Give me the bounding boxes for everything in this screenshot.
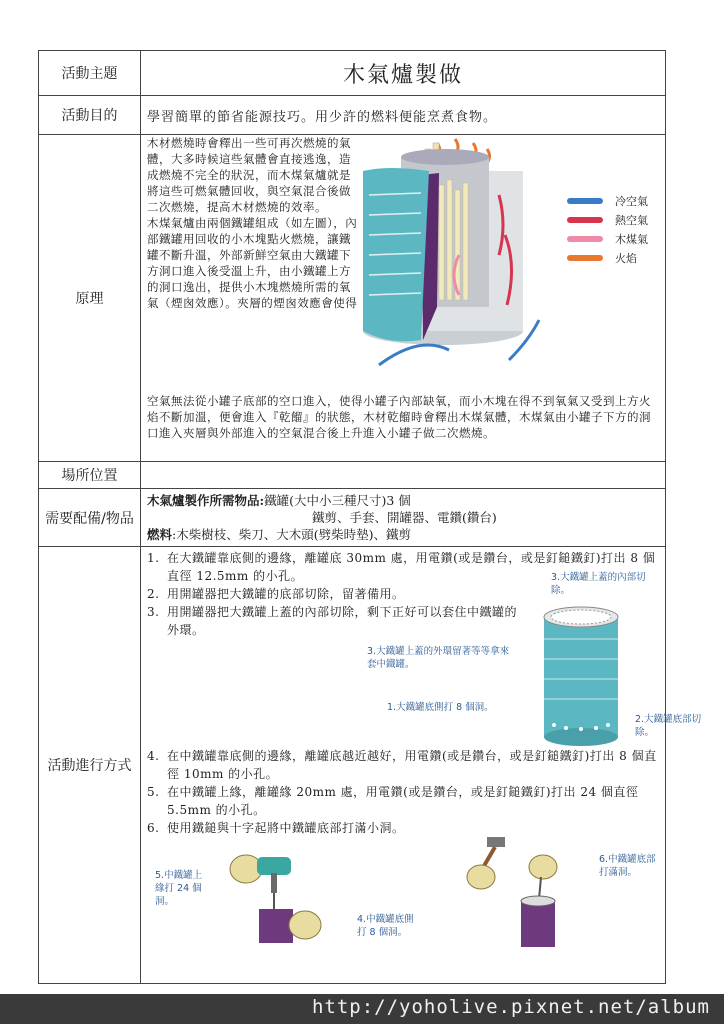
principle-legend bbox=[567, 191, 648, 267]
wood-gas-stove-diagram bbox=[359, 135, 559, 380]
step-item: 6. 使用鐵鎚與十字起將中鐵罐底部打滿小洞。 bbox=[147, 821, 405, 835]
equipment-stove-title: 木氣爐製作所需物品: bbox=[147, 493, 265, 508]
equipment-stove-items: 鐵罐(大中小三種尺寸)3 個 bbox=[264, 493, 411, 508]
purpose-text: 學習簡單的節省能源技巧。用少許的燃料便能烹煮食物。 bbox=[141, 96, 666, 135]
step-item: 2. 用開罐器把大鐵罐的底部切除，留著備用。 bbox=[147, 587, 405, 601]
principle-para2b: 空氣無法從小罐子底部的空口進入，使得小罐子內部缺氧，而小木塊在得不到氧氣又受到上方火焰不斷加溫，便會進入『乾餾』的狀態，木材乾餾時會釋出木煤氣體，木煤氣由小罐子下方的洞口進入夾層與外部進入的空氣混合後上升進入小罐子做二次燃燒。 bbox=[147, 394, 651, 440]
location-value bbox=[141, 462, 666, 489]
principle-text-left bbox=[147, 135, 359, 311]
note-6: 6.中鐵罐底部打滿洞。 bbox=[599, 854, 656, 878]
hammering-illustration bbox=[461, 837, 571, 957]
equipment-label: 需要配備/物品 bbox=[39, 489, 141, 547]
activity-table bbox=[38, 50, 702, 984]
method-label: 活動進行方式 bbox=[39, 547, 141, 984]
principle-label: 原理 bbox=[39, 135, 141, 462]
legend-item: 火焰 bbox=[567, 248, 648, 267]
step-item: 1. 在大鐵罐靠底側的邊緣，離罐底 30mm 處，用電鑽(或是鑽台，或是釘鎚鐵釘)打出 8 個直徑 12.5mm 的小孔。 bbox=[147, 551, 656, 583]
legend-item: 冷空氣 bbox=[567, 191, 648, 210]
footer-bar bbox=[0, 994, 724, 1024]
step-item: 4. 在中鐵罐靠底側的邊緣，離罐底越近越好，用電鑽(或是鑽台，或是釘鎚鐵釘)打出 8 個直徑 10mm 的小孔。 bbox=[147, 749, 657, 781]
equipment-cell bbox=[141, 489, 666, 547]
note-3a: 3.大鐵罐上蓋的內部切除。 bbox=[551, 572, 646, 596]
location-label: 場所位置 bbox=[39, 462, 141, 489]
equipment-fuel-title: 燃料 bbox=[147, 527, 173, 542]
equipment-fuel-items: :木柴樹枝、柴刀、大木頭(劈柴時墊)、鐵剪 bbox=[172, 527, 411, 542]
theme-label: 活動主題 bbox=[39, 51, 141, 96]
purpose-label: 活動目的 bbox=[39, 96, 141, 135]
theme-title: 木氣爐製做 bbox=[141, 51, 666, 96]
equipment-tools: 鐵剪、手套、開罐器、電鑽(鑽台) bbox=[312, 510, 497, 525]
principle-cell bbox=[141, 135, 666, 462]
principle-para1: 木材燃燒時會釋出一些可再次燃燒的氣體，大多時候這些氣體會直接逃逸，造成燃燒不完全的狀況，而木煤氣爐就是將這些可燃氣體回收，與空氣混合後做二次燃燒，提高木材燃燒的效率。 bbox=[147, 136, 351, 214]
large-can-illustration bbox=[536, 599, 626, 749]
drilling-illustration bbox=[221, 847, 331, 957]
step-item: 5. 在中鐵罐上緣，離罐緣 20mm 處，用電鑽(或是鑽台，或是釘鎚鐵釘)打出 24 個直徑 5.5mm 的小孔。 bbox=[147, 785, 639, 817]
legend-item: 熱空氣 bbox=[567, 210, 648, 229]
note-4: 4.中鐵罐底側打 8 個洞。 bbox=[357, 914, 414, 938]
activity-sheet bbox=[38, 50, 702, 986]
legend-item: 木煤氣 bbox=[567, 229, 648, 248]
note-2: 2.大鐵罐底部切除。 bbox=[635, 714, 702, 738]
principle-para2a: 木煤氣爐由兩個鐵罐組成（如左圖），內部鐵罐用回收的小木塊點火燃燒，讓鐵罐不斷升溫，外部新鮮空氣由大鐵罐下方洞口進入後受溫上升，由小鐵罐上方的洞口逸出，提供小木塊燃燒所需的氧氣（煙囪效應）。夾層的煙囪效應會使得 bbox=[147, 216, 358, 310]
note-3b: 3.大鐵罐上蓋的外環留著等等拿來套中鐵罐。 bbox=[367, 646, 510, 670]
method-cell bbox=[141, 547, 702, 984]
note-5: 5.中鐵罐上緣打 24 個洞。 bbox=[155, 870, 203, 907]
footer-url: http://yoholive.pixnet.net/album bbox=[311, 996, 710, 1018]
note-1: 1.大鐵罐底側打 8 個洞。 bbox=[387, 702, 494, 713]
steps-list-b bbox=[147, 747, 657, 837]
step-item: 3. 用開罐器把大鐵罐上蓋的內部切除，剩下正好可以套住中鐵罐的外環。 bbox=[147, 605, 518, 637]
